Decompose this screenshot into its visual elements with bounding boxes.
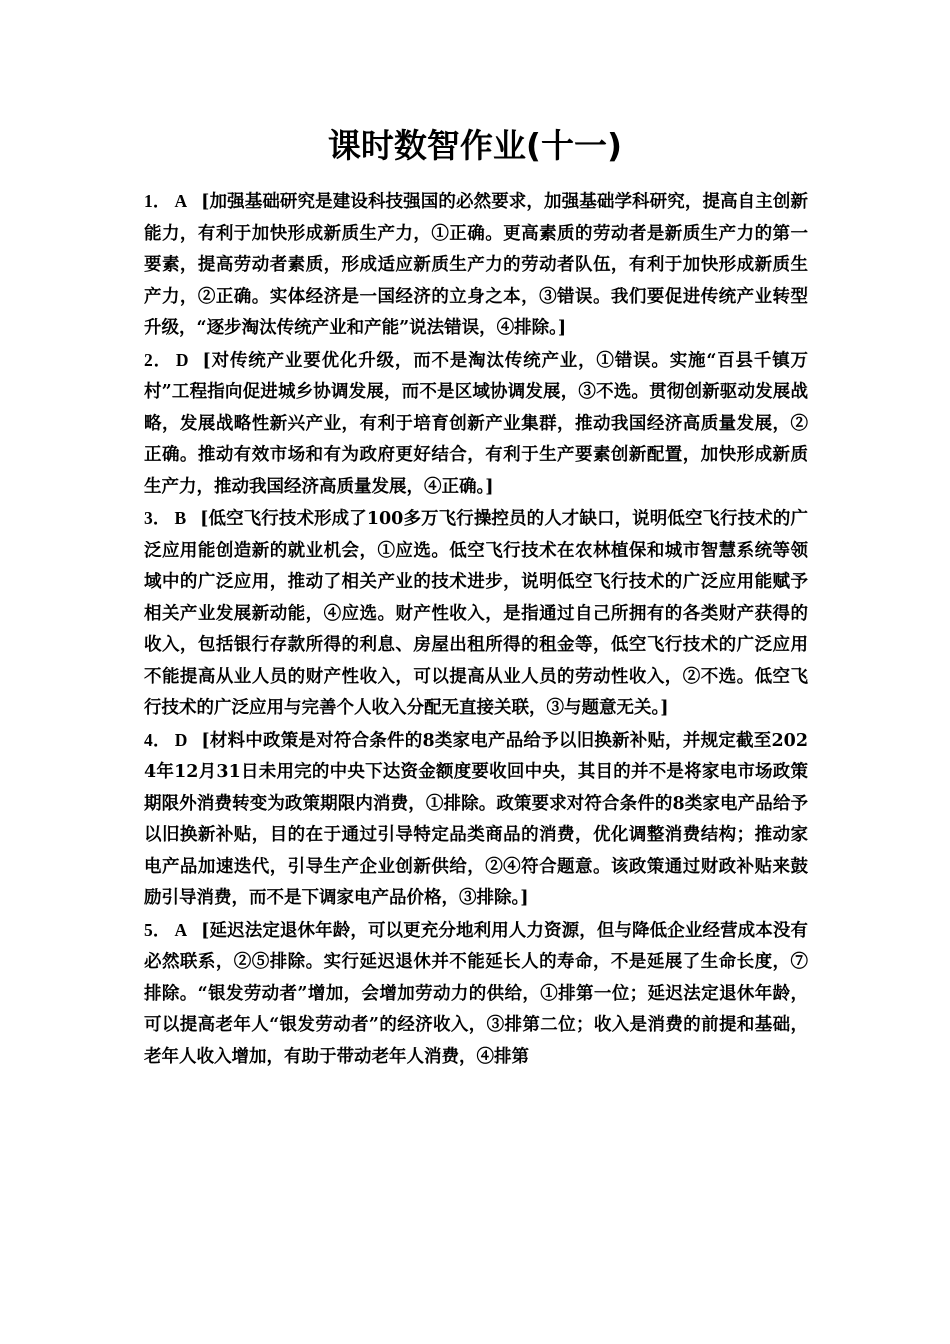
answer-item-4: [144, 725, 808, 915]
answer-choice: D: [174, 729, 188, 750]
question-number: 3．: [144, 508, 171, 528]
answer-item-5: [144, 915, 808, 1074]
answer-choice: A: [174, 919, 188, 940]
question-number: 5．: [144, 919, 171, 940]
answer-explanation: [延迟法定退休年龄，可以更充分地利用人力资源，但与降低企业经营成本没有必然联系，②⑤排除。实行延迟退休并不能延长人的寿命，不是延展了生命长度，⑦排除。“银发劳动者”增加，会增加劳动力的供给，①排第一位；延迟法定退休年龄，可以提高老年人“银发劳动者”的经济收入，③排第二位；收入是消费的前提和基础，老年人收入增加，有助于带动老年人消费，④排第: [144, 920, 809, 1067]
answer-explanation: [低空飞行技术形成了100多万飞行操控员的人才缺口，说明低空飞行技术的广泛应用能创造新的就业机会，①应选。低空飞行技术在农林植保和城市智慧系统等领域中的广泛应用，推动了相关产业的技术进步，说明低空飞行技术的广泛应用能赋予相关产业发展新动能，④应选。财产性收入，是指通过自己所拥有的各类财产获得的收入，包括银行存款所得的利息、房屋出租所得的租金等，低空飞行技术的广泛应用不能提高从业人员的财产性收入，可以提高从业人员的劳动性收入，②不选。低空飞行技术的广泛应用与完善个人收入分配无直接关联，③与题意无关。]: [144, 509, 808, 718]
answer-item-1: [144, 186, 808, 345]
answer-list: [144, 186, 808, 1073]
answer-explanation: [对传统产业要优化升级，而不是淘汰传统产业，①错误。实施“百县千镇万村”工程指向促进城乡协调发展，而不是区域协调发展，③不选。贯彻创新驱动发展战略，发展战略性新兴产业，有利于培育创新产业集群，推动我国经济高质量发展，②正确。推动有效市场和有为政府更好结合，有利于生产要素创新配置，加快形成新质生产力，推动我国经济高质量发展，④正确。]: [144, 350, 809, 497]
answer-item-3: [144, 503, 808, 725]
answer-choice: A: [174, 191, 188, 211]
answer-explanation: [加强基础研究是建设科技强国的必然要求，加强基础学科研究，提高自主创新能力，有利于加快形成新质生产力，①正确。更高素质的劳动者是新质生产力的第一要素，提高劳动者素质，形成适应新质生产力的劳动者队伍，有利于加快形成新质生产力，②正确。实体经济是一国经济的立身之本，③错误。我们要促进传统产业转型升级，“逐步淘汰传统产业和产能”说法错误，④排除。]: [144, 192, 809, 338]
answer-item-2: [144, 345, 808, 504]
question-number: 4．: [144, 729, 171, 750]
page-title: 课时数智作业(十一): [327, 126, 623, 165]
answer-choice: D: [175, 349, 189, 370]
answer-choice: B: [174, 508, 187, 528]
answer-explanation: [材料中政策是对符合条件的8类家电产品给予以旧换新补贴，并规定截至2024年12月31日未用完的中央下达资金额度要收回中央，其目的并不是将家电市场政策期限外消费转变为政策期限内消费，①排除。政策要求对符合条件的8类家电产品给予以旧换新补贴，目的在于通过引导特定品类商品的消费，优化调整消费结构；推动家电产品加速迭代，引导生产企业创新供给，②④符合题意。该政策通过财政补贴来鼓励引导消费，而不是下调家电产品价格，③排除。]: [144, 730, 809, 908]
question-number: 2．: [144, 349, 172, 370]
question-number: 1．: [144, 191, 171, 211]
